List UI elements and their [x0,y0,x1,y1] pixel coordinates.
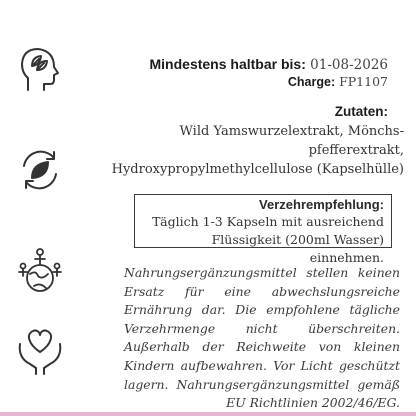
icon-column [0,0,80,416]
best-before-line [150,56,389,73]
ingredients-text: Wild Yamswurzelextrakt, Mönchs-pfefferextrakt, Hydroxypropylmethylcellulose (Kapselhülle) [111,124,404,177]
heart-hands-icon [14,324,66,376]
recycle-leaf-icon [14,144,66,196]
bottom-edge-stripe [0,412,416,416]
charge-label: Charge: [287,75,336,89]
dosage-box [134,194,392,265]
dosage-title: Verzehrempfehlung: [259,197,384,212]
dosage-text: Täglich 1-3 Kapseln mit ausreichend Flüssigkeit (200ml Wasser) einnehmen. [152,214,384,265]
earth-people-icon [14,244,66,296]
best-before-value: 01-08-2026 [310,57,388,73]
notice-text: Nahrungsergänzungsmittel stellen keinen Ersatz für eine abwechslungsreiche Ernährung dar. Die empfohlene tägliche Verzehrmenge nicht überschreiten. Außerhalb der Reichweite von kleinen Kindern aufbewahren. Vor Licht geschützt lagern. Nahrungsergänzungsmittel gemäß EU Richtlinien 2002/46/EG. [124,265,400,411]
head-leaves-icon [14,42,66,94]
charge-line [150,74,389,89]
best-before-label: Mindestens haltbar bis: [149,56,306,72]
ingredients-title: Zutaten: [334,104,388,119]
charge-value: FP1107 [339,74,388,89]
best-before-block [150,56,389,89]
